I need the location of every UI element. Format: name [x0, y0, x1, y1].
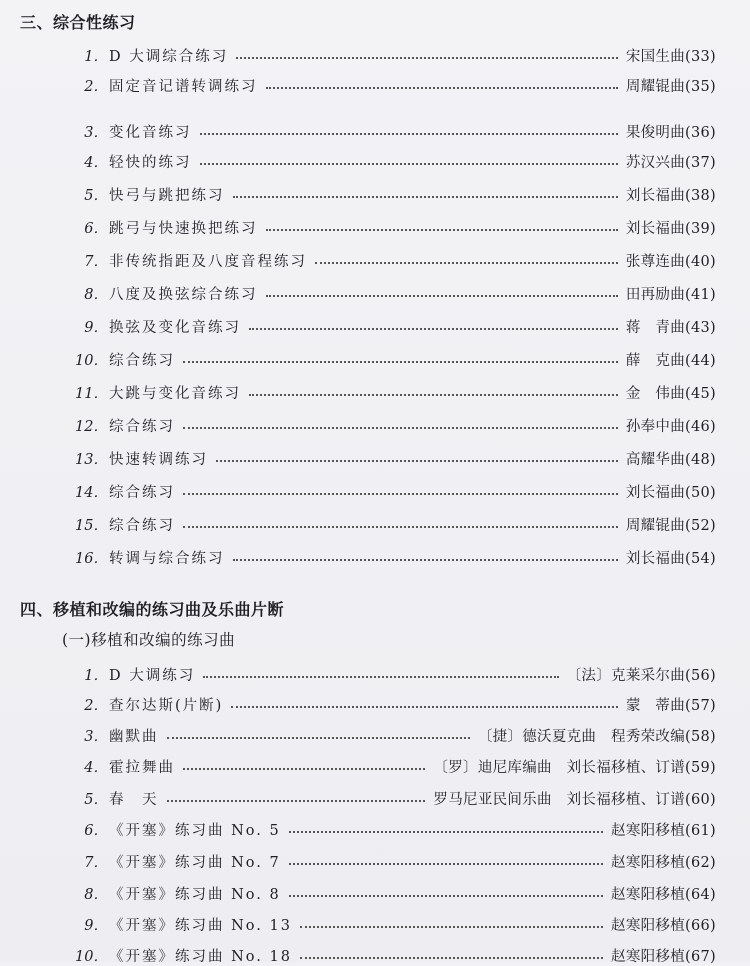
entry-composer-page: 〔罗〕迪尼库编曲 刘长福移植、订谱(59) [433, 760, 716, 776]
entry-composer-page: 赵寒阳移植(66) [611, 918, 716, 934]
dot-leader [203, 676, 559, 678]
entry-title: 快弓与跳把练习 [109, 188, 225, 204]
entry-title: 《开塞》练习曲 No. 8 [109, 887, 281, 903]
entry-title: 变化音练习 [109, 125, 192, 141]
dot-leader [315, 262, 618, 264]
entry-number: 10． [75, 949, 108, 965]
entry-title: 春 天 [109, 792, 159, 808]
toc-entry[interactable] [0, 70, 750, 96]
entry-composer-page: 刘长福曲(39) [625, 221, 716, 237]
toc-entry[interactable] [0, 212, 750, 238]
toc-entry[interactable] [0, 116, 750, 142]
entry-composer-page: 刘长福曲(50) [625, 485, 716, 501]
toc-entry[interactable] [0, 659, 750, 685]
entry-number: 16． [75, 551, 108, 567]
entry-number: 6． [84, 221, 108, 237]
toc-entry[interactable] [0, 146, 750, 172]
toc-entry[interactable] [0, 311, 750, 337]
entry-composer-page: 刘长福曲(38) [625, 188, 716, 204]
dot-leader [249, 394, 618, 396]
entry-number: 2． [84, 79, 108, 95]
entry-title: 《开塞》练习曲 No. 7 [109, 855, 281, 871]
entry-title: 综合练习 [109, 518, 175, 534]
entry-composer-page: 罗马尼亚民间乐曲 刘长福移植、订谱(60) [433, 792, 716, 808]
entry-number: 3． [84, 729, 108, 745]
entry-composer-page: 〔法〕克莱采尔曲(56) [566, 668, 716, 684]
toc-entry[interactable] [0, 720, 750, 746]
toc-entry[interactable] [0, 278, 750, 304]
entry-number: 12． [75, 419, 108, 435]
dot-leader [233, 196, 618, 198]
dot-leader [167, 800, 425, 802]
section-title-3: 三、综合性练习 [20, 13, 136, 32]
entry-composer-page: 蒋 青曲(43) [625, 320, 716, 336]
toc-entry[interactable] [0, 245, 750, 271]
entry-title: 跳弓与快速换把练习 [109, 221, 258, 237]
entry-number: 4． [84, 155, 108, 171]
entry-title: 幽默曲 [109, 729, 159, 745]
entry-title: 综合练习 [109, 353, 175, 369]
entry-composer-page: 果俊明曲(36) [625, 125, 716, 141]
entry-number: 5． [84, 792, 108, 808]
dot-leader [183, 361, 618, 363]
dot-leader [183, 427, 618, 429]
entry-title: 固定音记谱转调练习 [109, 79, 258, 95]
toc-entry[interactable] [0, 909, 750, 935]
dot-leader [300, 957, 603, 959]
entry-number: 4． [84, 760, 108, 776]
entry-title: 转调与综合练习 [109, 551, 225, 567]
entry-composer-page: 周耀锟曲(35) [625, 79, 716, 95]
entry-composer-page: 孙奉中曲(46) [625, 419, 716, 435]
dot-leader [266, 295, 618, 297]
entry-composer-page: 赵寒阳移植(61) [611, 823, 716, 839]
entry-number: 6． [84, 823, 108, 839]
entry-title: 快速转调练习 [109, 452, 208, 468]
dot-leader [183, 526, 618, 528]
toc-entry[interactable] [0, 846, 750, 872]
entry-number: 8． [84, 287, 108, 303]
entry-number: 14． [75, 485, 108, 501]
entry-title: 《开塞》练习曲 No. 13 [109, 918, 292, 934]
entry-composer-page: 田再励曲(41) [625, 287, 716, 303]
entry-title: 《开塞》练习曲 No. 18 [109, 949, 292, 965]
entry-number: 8． [84, 887, 108, 903]
toc-entry[interactable] [0, 344, 750, 370]
section-title-4: 四、移植和改编的练习曲及乐曲片断 [20, 600, 285, 619]
entry-number: 1． [84, 668, 108, 684]
toc-entry[interactable] [0, 751, 750, 777]
entry-composer-page: 薛 克曲(44) [625, 353, 716, 369]
entry-number: 2． [84, 698, 108, 714]
entry-title: 换弦及变化音练习 [109, 320, 241, 336]
toc-entry[interactable] [0, 878, 750, 904]
dot-leader [249, 328, 618, 330]
dot-leader [236, 57, 618, 59]
toc-entry[interactable] [0, 509, 750, 535]
entry-title: 综合练习 [109, 419, 175, 435]
entry-composer-page: 宋国生曲(33) [625, 49, 716, 65]
entry-number: 5． [84, 188, 108, 204]
entry-number: 7． [84, 855, 108, 871]
dot-leader [266, 87, 618, 89]
entry-title: 查尔达斯(片断) [109, 698, 224, 714]
toc-entry[interactable] [0, 377, 750, 403]
toc-entry[interactable] [0, 940, 750, 966]
toc-entry[interactable] [0, 476, 750, 502]
toc-entry[interactable] [0, 179, 750, 205]
dot-leader [231, 706, 618, 708]
entry-number: 15． [75, 518, 108, 534]
toc-entry[interactable] [0, 40, 750, 66]
dot-leader [300, 926, 603, 928]
entry-title: 非传统指距及八度音程练习 [109, 254, 307, 270]
entry-title: D 大调练习 [109, 668, 196, 684]
entry-number: 7． [84, 254, 108, 270]
dot-leader [200, 133, 618, 135]
dot-leader [200, 163, 618, 165]
entry-number: 1． [84, 49, 108, 65]
dot-leader [216, 460, 618, 462]
dot-leader [183, 493, 618, 495]
entry-title: D 大调综合练习 [109, 49, 229, 65]
entry-number: 13． [75, 452, 108, 468]
entry-composer-page: 张尊连曲(40) [625, 254, 716, 270]
entry-number: 11． [75, 386, 108, 402]
entry-number: 10． [75, 353, 108, 369]
dot-leader [266, 229, 618, 231]
toc-entry[interactable] [0, 542, 750, 568]
entry-title: 大跳与变化音练习 [109, 386, 241, 402]
toc-entry[interactable] [0, 410, 750, 436]
entry-composer-page: 高耀华曲(48) [625, 452, 716, 468]
entry-number: 9． [84, 320, 108, 336]
entry-title: 综合练习 [109, 485, 175, 501]
entry-number: 9． [84, 918, 108, 934]
toc-entry[interactable] [0, 443, 750, 469]
dot-leader [289, 863, 603, 865]
dot-leader [289, 831, 603, 833]
entry-composer-page: 金 伟曲(45) [625, 386, 716, 402]
toc-entry[interactable] [0, 689, 750, 715]
dot-leader [167, 737, 470, 739]
entry-title: 八度及换弦综合练习 [109, 287, 258, 303]
section-4-subtitle: (一)移植和改编的练习曲 [62, 631, 236, 649]
entry-composer-page: 〔捷〕德沃夏克曲 程秀荣改编(58) [477, 729, 716, 745]
entry-composer-page: 赵寒阳移植(62) [611, 855, 716, 871]
entry-title: 霍拉舞曲 [109, 760, 175, 776]
entry-composer-page: 赵寒阳移植(64) [611, 887, 716, 903]
entry-composer-page: 苏汉兴曲(37) [625, 155, 716, 171]
dot-leader [233, 559, 618, 561]
entry-title: 轻快的练习 [109, 155, 192, 171]
entry-composer-page: 赵寒阳移植(67) [611, 949, 716, 965]
entry-number: 3． [84, 125, 108, 141]
dot-leader [289, 895, 603, 897]
entry-composer-page: 刘长福曲(54) [625, 551, 716, 567]
toc-entry[interactable] [0, 783, 750, 809]
dot-leader [183, 768, 425, 770]
entry-composer-page: 周耀锟曲(52) [625, 518, 716, 534]
toc-entry[interactable] [0, 814, 750, 840]
entry-composer-page: 蒙 蒂曲(57) [625, 698, 716, 714]
entry-title: 《开塞》练习曲 No. 5 [109, 823, 281, 839]
